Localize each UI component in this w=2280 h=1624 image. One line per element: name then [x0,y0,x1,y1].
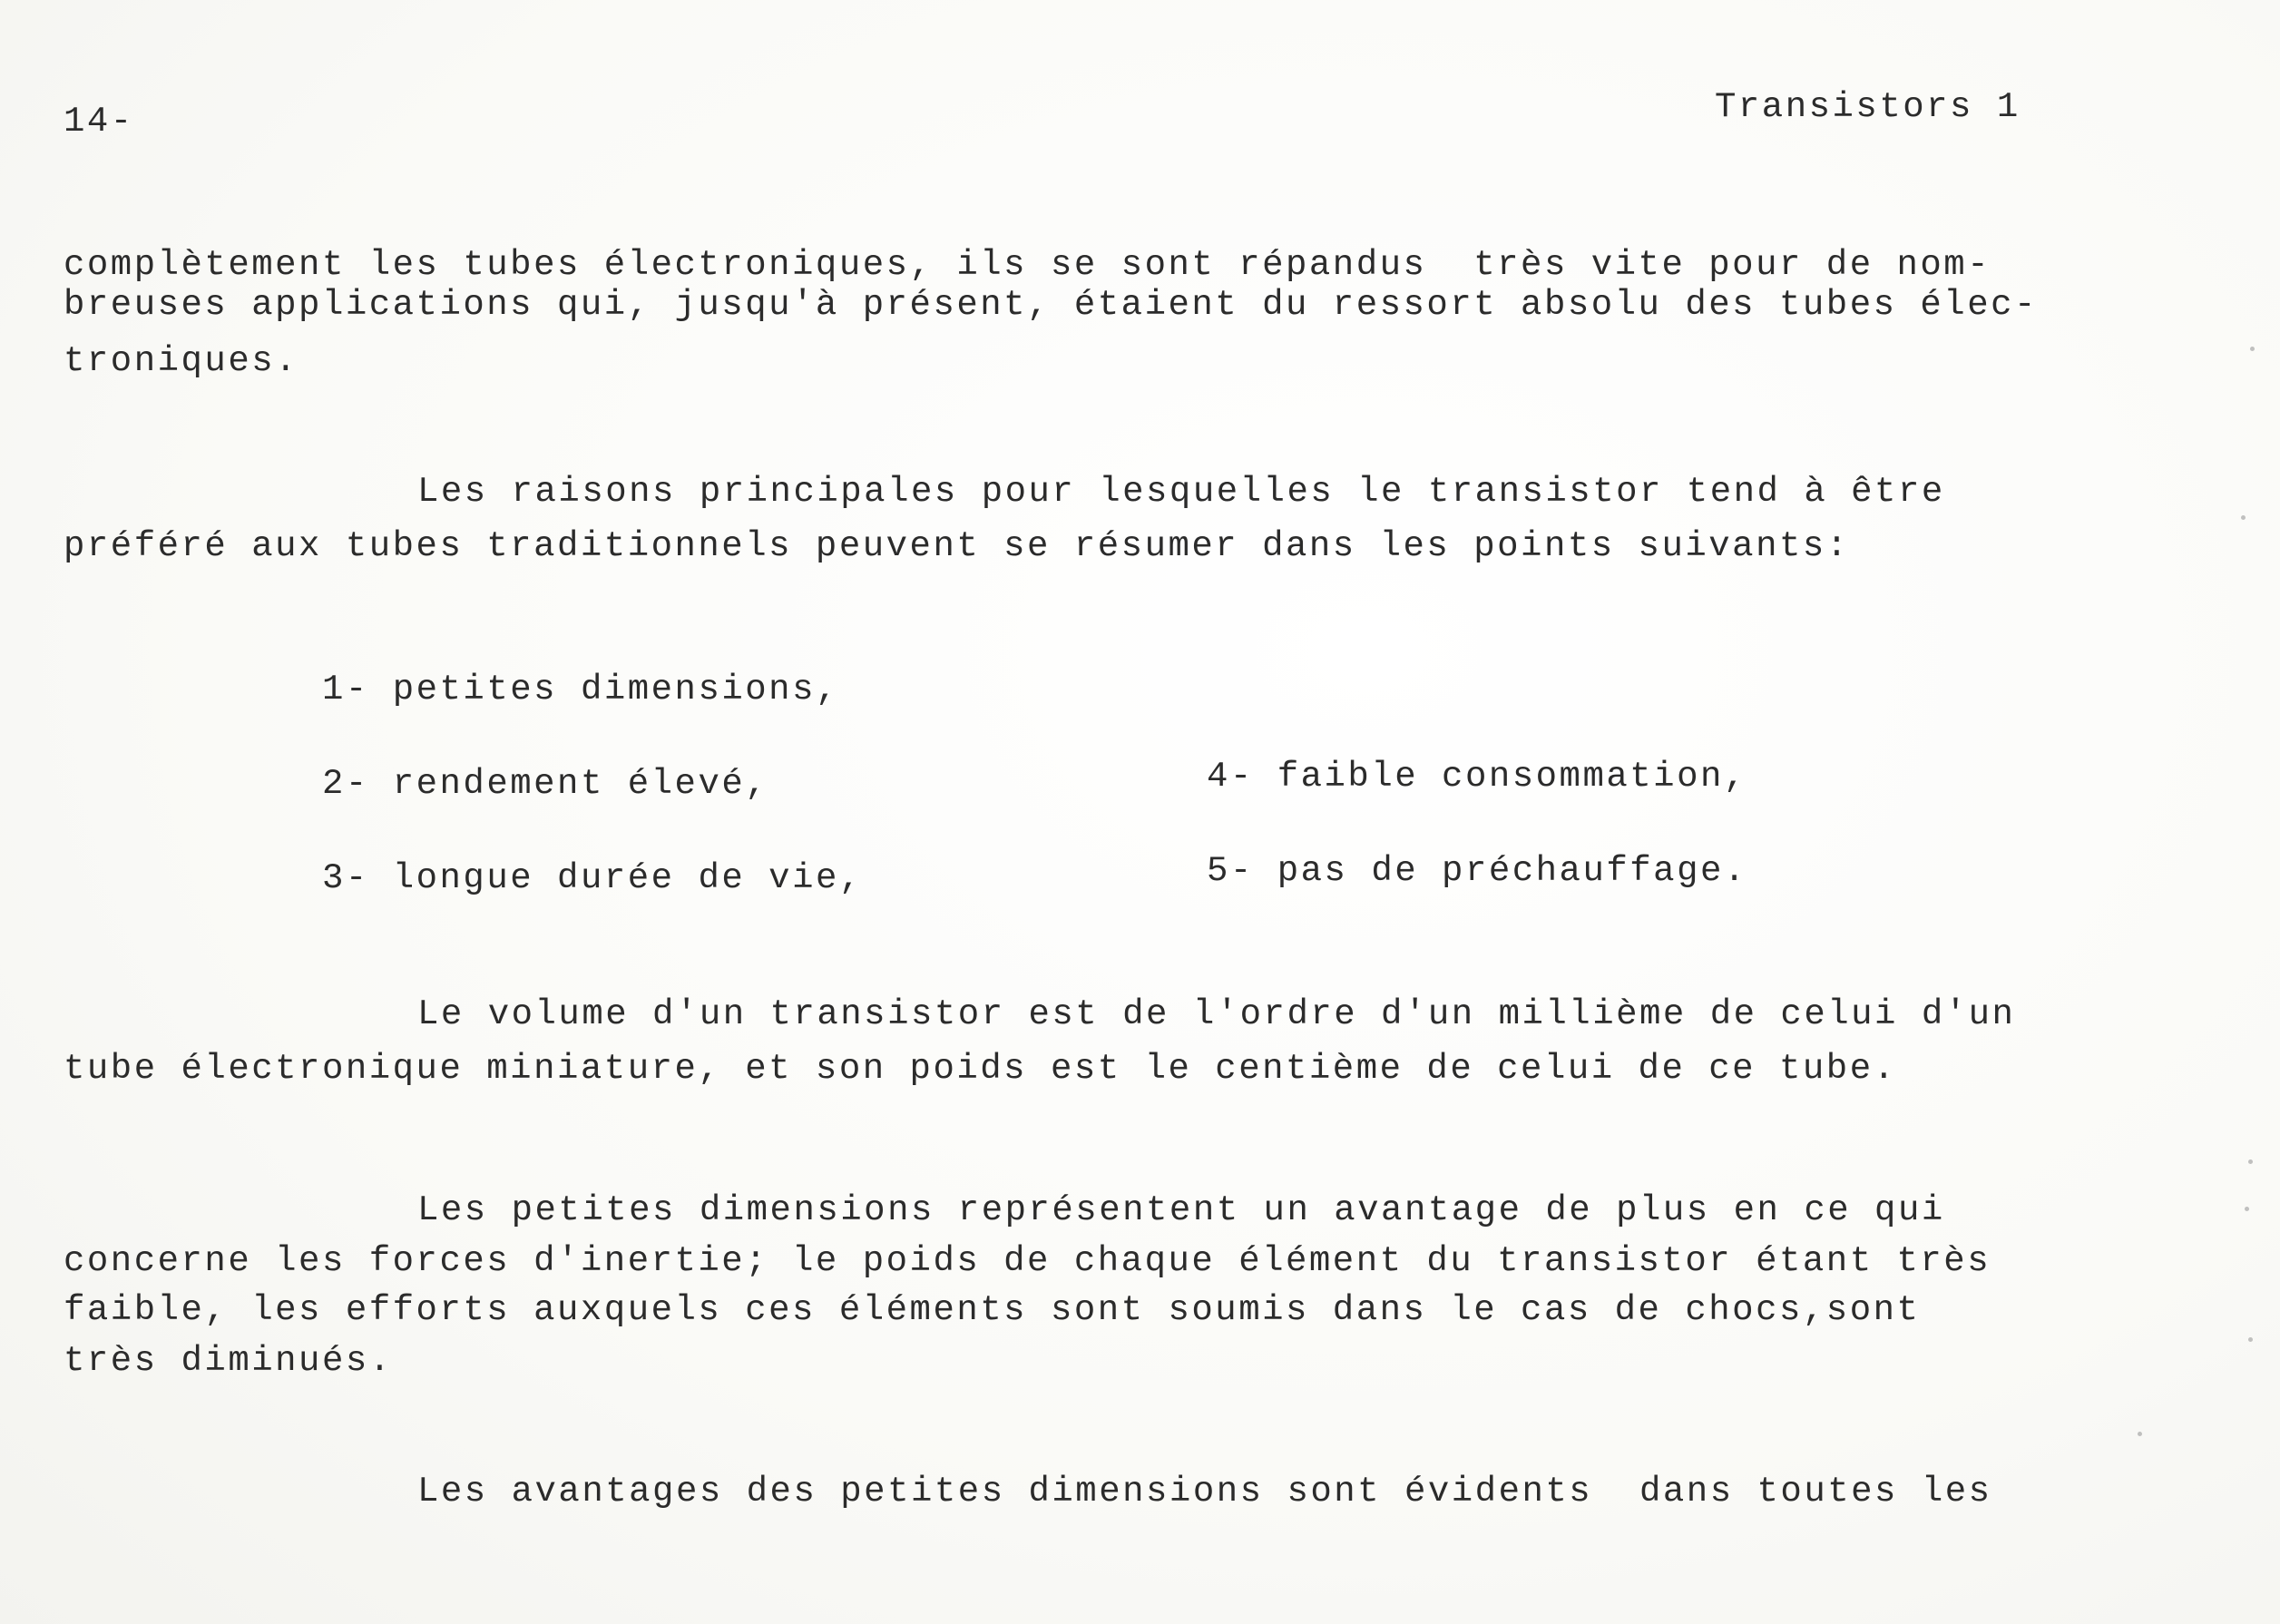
scan-speck [2245,1207,2249,1211]
list-item-4: 4- faible consommation, [1207,757,1747,797]
scan-speck [2138,1432,2142,1436]
list-item-5: 5- pas de préchauffage. [1207,851,1747,891]
paragraph-line: tube électronique miniature, et son poids est le centième de celui de ce tube. [64,1049,1897,1089]
paragraph-line: Les petites dimensions représentent un avantage de plus en ce qui [417,1190,1945,1230]
paragraph-line: Les raisons principales pour lesquelles le transistor tend à être [417,472,1945,512]
list-item-2: 2- rendement élevé, [322,764,769,804]
list-item-3: 3- longue durée de vie, [322,858,863,898]
scan-speck [2241,515,2246,520]
paragraph-line: complètement les tubes électroniques, ils se sont répandus très vite pour de nom- [64,245,1991,285]
paragraph-line: très diminués. [64,1341,393,1381]
scan-speck [2250,347,2255,351]
paragraph-line: breuses applications qui, jusqu'à présent, étaient du ressort absolu des tubes élec- [64,285,2038,325]
scan-speck [2248,1159,2253,1164]
list-item-1: 1- petites dimensions, [322,670,839,709]
paragraph-line: faible, les efforts auxquels ces éléments sont soumis dans le cas de chocs,sont [64,1290,1921,1330]
paragraph-line: concerne les forces d'inertie; le poids de chaque élément du transistor étant très [64,1241,1991,1281]
paragraph-line: troniques. [64,341,299,381]
paragraph-line: Les avantages des petites dimensions sont évidents dans toutes les [417,1472,1992,1511]
scan-speck [2248,1337,2253,1342]
running-head: Transistors 1 [1715,87,2021,127]
page-number: 14- [64,102,134,142]
paragraph-line: préféré aux tubes traditionnels peuvent se résumer dans les points suivants: [64,526,1850,566]
paragraph-line: Le volume d'un transistor est de l'ordre d'un millième de celui d'un [417,994,2016,1034]
